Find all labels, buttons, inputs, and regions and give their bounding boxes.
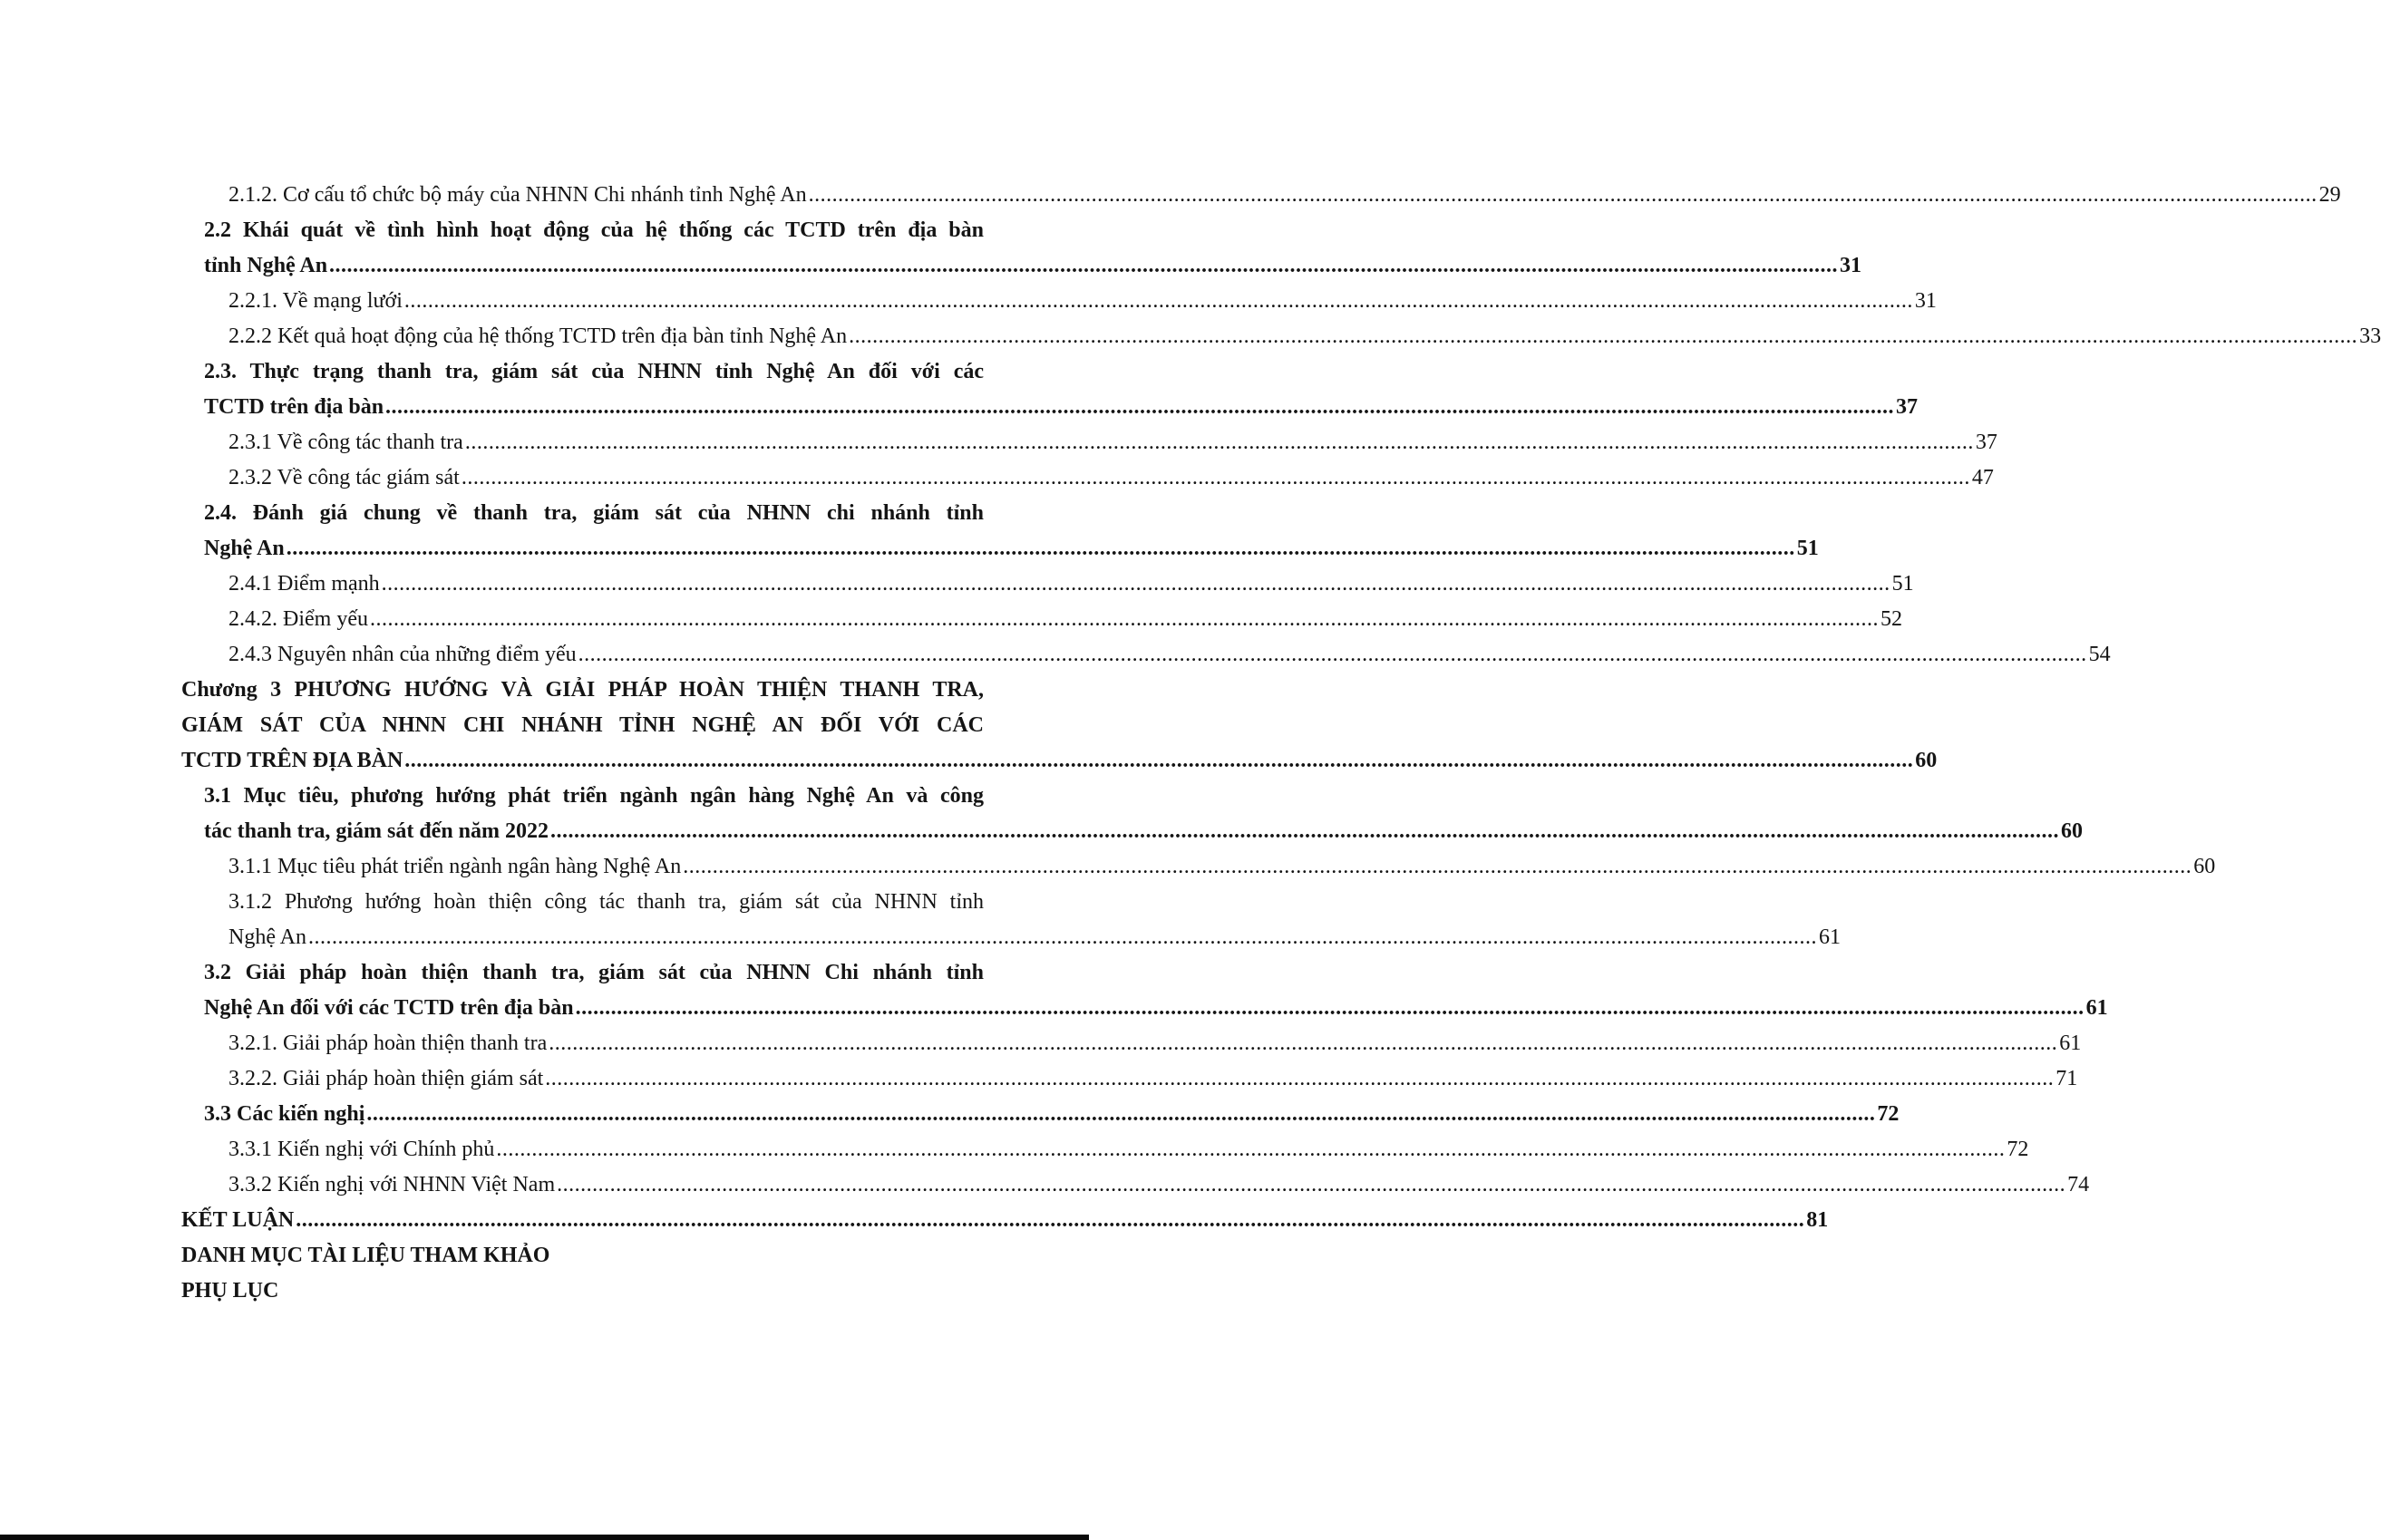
toc-dot-leader	[370, 602, 1879, 637]
toc-dot-leader	[382, 567, 1890, 602]
table-of-contents	[181, 178, 2381, 1309]
toc-dot-leader	[404, 743, 1913, 779]
toc-dot-leader	[849, 319, 2357, 354]
toc-entry-text: 3.2 Giải pháp hoàn thiện thanh tra, giám sát của NHNN Chi nhánh tỉnh	[204, 961, 984, 984]
toc-entry-text: tác thanh tra, giám sát đến năm 2022	[204, 819, 549, 843]
toc-entry-text: GIÁM SÁT CỦA NHNN CHI NHÁNH TỈNH NGHỆ AN ĐỐI VỚI CÁC	[181, 713, 984, 737]
toc-entry-text: PHỤ LỤC	[181, 1279, 279, 1303]
toc-entry[interactable]	[181, 673, 1938, 779]
toc-entry[interactable]	[181, 496, 1819, 567]
toc-dot-leader	[308, 920, 1817, 955]
toc-entry-text: 3.1.2 Phương hướng hoàn thiện công tác thanh tra, giám sát của NHNN tỉnh	[228, 890, 984, 914]
toc-entry-text: 3.3.1 Kiến nghị với Chính phủ	[228, 1138, 495, 1161]
toc-page-number: 60	[1915, 749, 1938, 772]
toc-dot-leader	[496, 1132, 2005, 1167]
toc-dot-leader	[578, 637, 2087, 673]
toc-page-number: 61	[2085, 996, 2108, 1020]
toc-page-number: 31	[1840, 254, 1862, 277]
toc-entry[interactable]	[181, 354, 1919, 425]
toc-entry[interactable]	[181, 1238, 984, 1274]
toc-entry[interactable]	[181, 284, 1937, 319]
toc-entry-text: 3.2.1. Giải pháp hoàn thiện thanh tra	[228, 1032, 548, 1055]
toc-page-number: 74	[2067, 1173, 2090, 1196]
toc-dot-leader	[465, 425, 1974, 460]
page-bottom-edge	[0, 1535, 1089, 1540]
toc-entry-text: 2.3.2 Về công tác giám sát	[228, 466, 460, 489]
toc-entry-text: tỉnh Nghệ An	[204, 254, 328, 277]
toc-entry[interactable]	[181, 319, 2381, 354]
toc-dot-leader	[557, 1167, 2065, 1203]
toc-page-number: 72	[1877, 1102, 1900, 1126]
toc-dot-leader	[550, 814, 2059, 849]
toc-entry-text: 2.3. Thực trạng thanh tra, giám sát của NHNN tỉnh Nghệ An đối với các	[204, 360, 984, 383]
toc-page-number: 72	[2007, 1138, 2029, 1161]
toc-entry[interactable]	[181, 779, 2084, 849]
toc-page-number: 47	[1971, 466, 1994, 489]
toc-entry-text: 2.4.2. Điểm yếu	[228, 607, 368, 631]
toc-dot-leader	[576, 991, 2085, 1026]
toc-dot-leader	[683, 849, 2191, 885]
toc-dot-leader	[366, 1097, 1875, 1132]
toc-page-number: 51	[1891, 572, 1914, 596]
toc-entry-text: 2.4.1 Điểm mạnh	[228, 572, 380, 596]
toc-page-number: 33	[2359, 324, 2381, 348]
toc-entry-text: Nghệ An đối với các TCTD trên địa bàn	[204, 996, 574, 1020]
toc-entry[interactable]	[181, 1167, 2090, 1203]
toc-entry-text: 3.1.1 Mục tiêu phát triển ngành ngân hàng Nghệ An	[228, 855, 682, 878]
toc-entry[interactable]	[181, 849, 2216, 885]
toc-dot-leader	[329, 248, 1838, 284]
toc-entry-text: 2.2.1. Về mạng lưới	[228, 289, 403, 313]
toc-page-number: 60	[2193, 855, 2216, 878]
toc-page-number: 52	[1880, 607, 1902, 631]
toc-dot-leader	[404, 284, 1913, 319]
toc-entry[interactable]	[181, 955, 2108, 1026]
toc-page-number: 51	[1796, 537, 1819, 560]
toc-dot-leader	[462, 460, 1970, 496]
toc-entry[interactable]	[181, 602, 1902, 637]
toc-entry-text: 3.1 Mục tiêu, phương hướng phát triển ngành ngân hàng Nghệ An và công	[204, 784, 984, 808]
toc-entry-text: 2.4.3 Nguyên nhân của những điểm yếu	[228, 643, 577, 666]
toc-entry[interactable]	[181, 460, 1994, 496]
toc-dot-leader	[296, 1203, 1804, 1238]
toc-entry-text: 3.2.2. Giải pháp hoàn thiện giám sát	[228, 1067, 544, 1090]
toc-entry[interactable]	[181, 637, 2111, 673]
toc-entry[interactable]	[181, 213, 1862, 284]
toc-dot-leader	[549, 1026, 2057, 1061]
toc-entry[interactable]	[181, 1097, 1900, 1132]
toc-dot-leader	[385, 390, 1894, 425]
toc-page-number: 61	[1819, 925, 1841, 949]
toc-entry[interactable]	[181, 1061, 2078, 1097]
toc-page-number: 61	[2059, 1032, 2082, 1055]
toc-entry[interactable]	[181, 425, 1997, 460]
toc-page-number: 37	[1975, 431, 1997, 454]
toc-page-number: 54	[2088, 643, 2111, 666]
toc-entry-text: 2.1.2. Cơ cấu tổ chức bộ máy của NHNN Chi nhánh tỉnh Nghệ An	[228, 183, 807, 207]
toc-entry[interactable]	[181, 1132, 2029, 1167]
toc-page-number: 71	[2055, 1067, 2078, 1090]
toc-entry[interactable]	[181, 1274, 984, 1309]
toc-entry-text: Nghệ An	[204, 537, 285, 560]
toc-entry[interactable]	[181, 1203, 1829, 1238]
toc-entry[interactable]	[181, 178, 2341, 213]
toc-entry-text: Nghệ An	[228, 925, 306, 949]
toc-entry-text: KẾT LUẬN	[181, 1208, 295, 1232]
toc-entry-text: 3.3.2 Kiến nghị với NHNN Việt Nam	[228, 1173, 556, 1196]
toc-page-number: 81	[1806, 1208, 1829, 1232]
toc-entry-text: 2.4. Đánh giá chung về thanh tra, giám sát của NHNN chi nhánh tỉnh	[204, 501, 984, 525]
toc-page-number: 37	[1896, 395, 1919, 419]
toc-entry-text: TCTD trên địa bàn	[204, 395, 384, 419]
toc-entry-text: Chương 3 PHƯƠNG HƯỚNG VÀ GIẢI PHÁP HOÀN THIỆN THANH TRA,	[181, 678, 984, 702]
toc-entry-text: 2.2 Khái quát về tình hình hoạt động của hệ thống các TCTD trên địa bàn	[204, 218, 984, 242]
toc-entry-text: 2.3.1 Về công tác thanh tra	[228, 431, 463, 454]
toc-entry[interactable]	[181, 885, 1841, 955]
toc-dot-leader	[287, 531, 1795, 567]
toc-entry[interactable]	[181, 1026, 2082, 1061]
toc-dot-leader	[809, 178, 2318, 213]
toc-page-number: 60	[2061, 819, 2084, 843]
toc-entry-text: 3.3 Các kiến nghị	[204, 1102, 365, 1126]
toc-entry-text: TCTD TRÊN ĐỊA BÀN	[181, 749, 403, 772]
toc-dot-leader	[545, 1061, 2054, 1097]
toc-page-number: 29	[2318, 183, 2341, 207]
toc-entry-text: 2.2.2 Kết quả hoạt động của hệ thống TCTD trên địa bàn tỉnh Nghệ An	[228, 324, 848, 348]
toc-page-number: 31	[1914, 289, 1937, 313]
toc-entry[interactable]	[181, 567, 1914, 602]
toc-entry-text: DANH MỤC TÀI LIỆU THAM KHẢO	[181, 1244, 550, 1267]
